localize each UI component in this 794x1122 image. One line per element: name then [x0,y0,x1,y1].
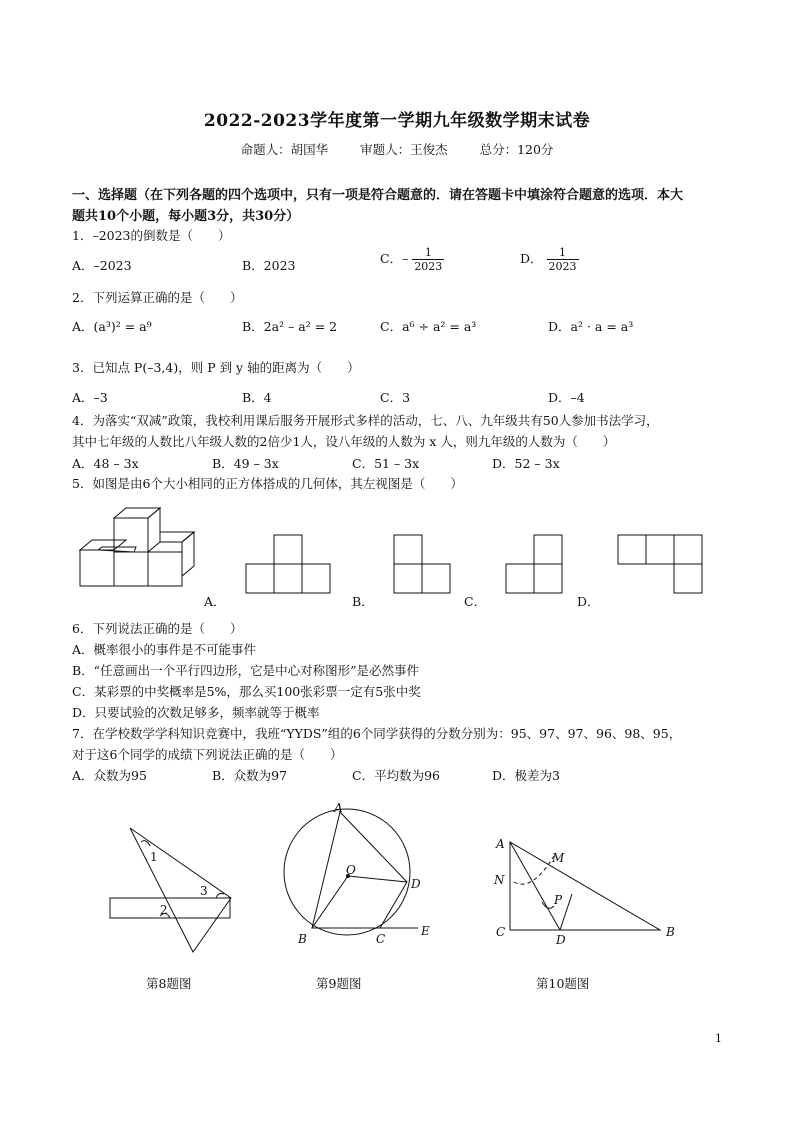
q6-option-b[interactable]: B．“任意画出一个平行四边形，它是中心对称图形”是必然事件 [72,663,419,678]
q1-d-denominator: 2023 [548,260,577,274]
figure-9 [280,800,440,950]
q6-option-a[interactable]: A．概率很小的事件是不可能事件 [72,642,257,657]
q3-option-c[interactable]: C．3 [380,390,411,405]
q1-d-numerator: 1 [547,246,579,260]
fig8-label-2: 2 [160,903,168,917]
q6-stem: 6．下列说法正确的是（ ） [72,621,243,636]
q2-option-c[interactable]: C．a⁶ ÷ a² = a³ [380,319,477,334]
q5-option-b[interactable]: B． [352,594,374,609]
q5-option-a[interactable]: A． [204,594,226,609]
section-heading-line2: 题共10个小题，每小题3分，共30分） [72,209,300,224]
figure-8 [108,826,238,956]
q3-option-b[interactable]: B．4 [242,390,272,405]
q7-option-b[interactable]: B．众数为97 [212,768,288,783]
figure-10 [492,832,692,947]
q1-option-a[interactable]: A．–2023 [72,258,132,273]
fig9-label-e: E [421,924,430,938]
q1-option-b[interactable]: B．2023 [242,258,296,273]
q4-option-d[interactable]: D．52 – 3x [492,456,560,471]
fig9-label-d: D [411,877,421,891]
fig10-label-b: B [666,925,675,939]
q5-option-d[interactable]: D． [577,594,600,609]
q7-line1: 7．在学校数学学科知识竞赛中，我班“YYDS”组的6个同学获得的分数分别为：95、97、97、96、98、95， [72,726,682,741]
q5-cube-figure [78,506,198,596]
q5-stem: 5．如图是由6个大小相同的正方体搭成的几何体，其左视图是（ ） [72,476,463,491]
q2-option-a[interactable]: A．(a³)² = a⁹ [72,319,152,334]
q4-line2: 其中七年级的人数比八年级人数的2倍少1人，设八年级的人数为 x 人，则九年级的人数为（ ） [72,434,616,449]
q1-d-prefix: D． [520,251,543,267]
q7-option-a[interactable]: A．众数为95 [72,768,147,783]
q1-c-fraction [412,246,444,273]
fig9-label-a: A [334,801,343,815]
exam-subtitle [0,140,794,158]
reviewer: 审题人：王俊杰 [360,142,448,157]
q6-option-c[interactable]: C．某彩票的中奖概率是5%，那么买100张彩票一定有5张中奖 [72,684,421,699]
q5-view-a [245,534,335,594]
q2-option-b[interactable]: B．2a² – a² = 2 [242,319,338,334]
q7-line2: 对于这6个同学的成绩下列说法正确的是（ ） [72,747,343,762]
q7-option-d[interactable]: D．极差为3 [492,768,560,783]
q3-option-d[interactable]: D．–4 [548,390,585,405]
q2-stem: 2．下列运算正确的是（ ） [72,290,243,305]
exam-title: 2022-2023学年度第一学期九年级数学期末试卷 [203,111,591,131]
q2-option-d[interactable]: D．a² · a = a³ [548,319,634,334]
fig10-caption: 第10题图 [536,976,590,991]
q5-view-c [505,534,565,594]
q7-option-c[interactable]: C．平均数为96 [352,768,440,783]
q1-option-d[interactable] [520,246,579,273]
fig10-label-c: C [496,925,506,939]
q1-stem: 1．–2023的倒数是（ ） [72,228,231,243]
section-heading-line1: 一、选择题（在下列各题的四个选项中，只有一项是符合题意的．请在答题卡中填涂符合题意的选项．本大 [72,188,684,203]
q1-c-prefix: C．– [380,251,409,267]
q1-c-numerator: 1 [412,246,444,260]
fig9-label-b: B [298,932,307,946]
q4-option-a[interactable]: A．48 – 3x [72,456,139,471]
total-score: 总分：120分 [479,142,554,157]
q3-stem: 3．已知点 P(–3,4)，则 P 到 y 轴的距离为（ ） [72,360,360,375]
fig9-caption: 第9题图 [316,976,362,991]
fig10-label-a: A [496,837,505,851]
fig10-label-d: D [556,933,566,947]
q1-d-fraction [547,246,579,273]
fig10-label-m: M [552,851,565,865]
page-number: 1 [715,1032,722,1045]
q1-option-c[interactable] [380,246,444,273]
author: 命题人：胡国华 [240,142,329,157]
fig10-label-n: N [494,873,505,887]
q3-option-a[interactable]: A．–3 [72,390,108,405]
fig9-label-c: C [376,932,386,946]
q5-option-c[interactable]: C． [464,594,487,609]
q4-line1: 4．为落实“双减”政策，我校利用课后服务开展形式多样的活动，七、八、九年级共有50人参加书法学习， [72,413,659,428]
fig10-label-p: P [554,893,563,907]
fig9-label-o: O [346,863,356,877]
fig8-caption: 第8题图 [146,976,192,991]
fig8-label-1: 1 [150,850,158,864]
q4-option-b[interactable]: B．49 – 3x [212,456,279,471]
q6-option-d[interactable]: D．只要试验的次数足够多，频率就等于概率 [72,705,320,720]
fig8-label-3: 3 [200,884,208,898]
q4-option-c[interactable]: C．51 – 3x [352,456,420,471]
q1-c-denominator: 2023 [414,260,443,274]
q5-view-b [393,534,453,594]
q5-view-d [617,534,707,594]
